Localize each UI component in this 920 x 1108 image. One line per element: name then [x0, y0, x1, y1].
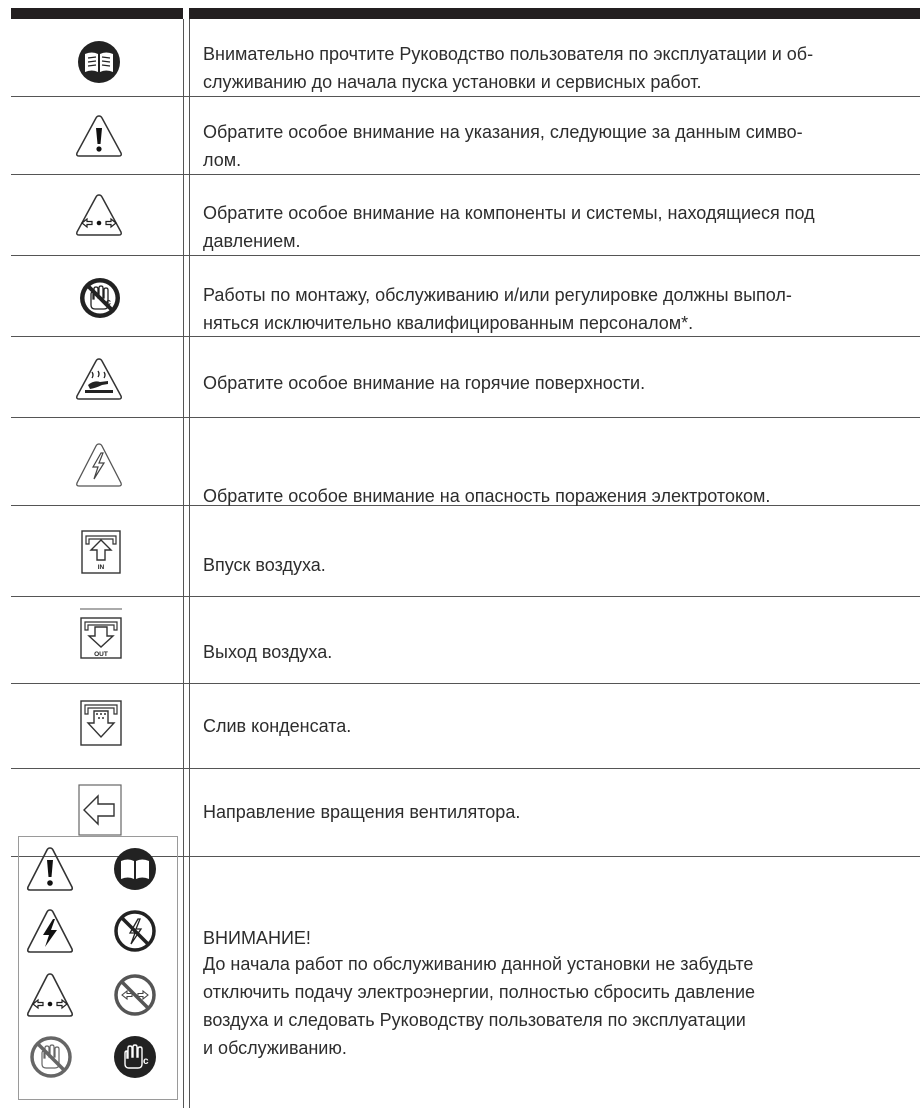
row-text: Обратите особое внимание на горячие поверхности.	[203, 373, 646, 393]
row-divider	[11, 174, 920, 175]
row-divider	[11, 596, 920, 597]
electric-shock-icon	[25, 907, 75, 955]
row-divider	[11, 417, 920, 418]
air-outlet-icon-label: OUT	[94, 651, 108, 658]
condensate-drain-icon	[80, 700, 122, 746]
row-text: Обратите особое внимание на компоненты и системы, находящиеся под давлением.	[203, 203, 815, 251]
row-text: Выход воздуха.	[203, 642, 333, 662]
column-divider	[189, 19, 190, 1108]
general-warning-icon	[25, 845, 75, 893]
general-warning-icon	[74, 113, 124, 159]
warning-title: ВНИМАНИЕ!	[203, 928, 311, 948]
row-text: Обратите особое внимание на опасность поражения электротоком.	[203, 486, 771, 506]
row-divider	[11, 768, 920, 769]
row-text: Работы по монтажу, обслуживанию и/или регулировке должны выпол- няться исключительно квалифицированным персоналом*.	[203, 285, 792, 333]
air-outlet-icon	[80, 608, 122, 660]
svg-text:c: c	[106, 297, 112, 307]
row-text: Направление вращения вентилятора.	[203, 802, 521, 822]
fan-rotation-direction-icon	[78, 784, 122, 836]
qualified-personnel-icon	[113, 1035, 157, 1079]
pressure-warning-icon	[74, 192, 124, 238]
row-divider	[11, 255, 920, 256]
pressure-warning-icon	[25, 971, 75, 1019]
electric-shock-icon	[74, 441, 124, 489]
column-divider	[183, 19, 184, 1108]
hot-surface-icon	[74, 356, 124, 402]
no-pressure-icon	[113, 973, 157, 1017]
row-text: Впуск воздуха.	[203, 555, 326, 575]
warning-symbols-panel	[18, 836, 178, 1100]
row-divider	[11, 683, 920, 684]
warning-body: До начала работ по обслуживанию данной установки не забудьте отключить подачу электроэнергии, полностью сбросить давление воздуха и следовать Руководству пользователя по эксплуатации и обслуживанию.	[203, 954, 756, 1058]
read-manual-icon	[77, 40, 121, 84]
table-header-left	[11, 8, 183, 19]
row-divider	[11, 96, 920, 97]
row-text: Обратите особое внимание на указания, следующие за данным симво- лом.	[203, 122, 803, 170]
svg-text:c: c	[143, 1056, 149, 1067]
no-electric-icon	[113, 909, 157, 953]
no-unqualified-personnel-icon	[79, 277, 121, 319]
row-text: Внимательно прочтите Руководство пользователя по эксплуатации и об- служиванию до начала пуска установки и сервисных работ.	[203, 44, 814, 92]
air-inlet-icon	[81, 530, 121, 574]
read-manual-icon	[113, 847, 157, 891]
table-header-right	[189, 8, 920, 19]
no-unqualified-personnel-icon	[29, 1035, 73, 1079]
air-inlet-icon-label: IN	[97, 564, 105, 571]
row-text: Слив конденсата.	[203, 716, 352, 736]
